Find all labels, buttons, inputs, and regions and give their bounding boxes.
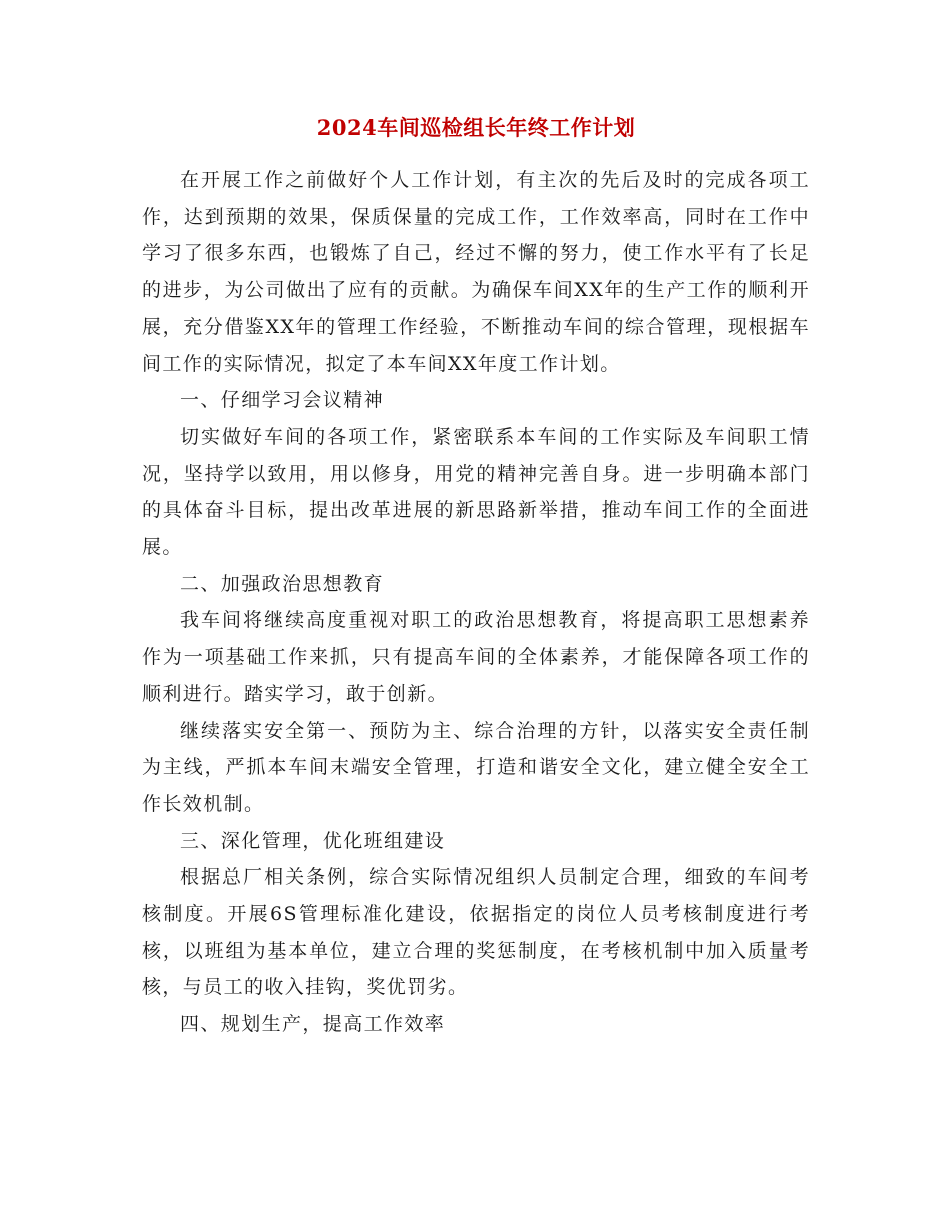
section-heading-1: 一、仔细学习会议精神	[180, 389, 385, 412]
intro-paragraph: 在开展工作之前做好个人工作计划，有主次的先后及时的完成各项工作，达到预期的效果，保质保量的完成工作，工作效率高，同时在工作中学习了很多东西，也锻炼了自己，经过不懈的努力，使工作水平有了长足的进步，为公司做出了应有的贡献。为确保车间XX年的生产工作的顺利开展，充分借鉴XX年的管理工作经验，不断推动车间的综合管理，现根据车间工作的实际情况，拟定了本车间XX年度工作计划。	[142, 169, 810, 375]
document-title: 2024车间巡检组长年终工作计划	[316, 115, 636, 140]
section-heading-2: 二、加强政治思想教育	[180, 572, 385, 595]
section-1-paragraph: 切实做好车间的各项工作，紧密联系本车间的工作实际及车间职工情况，坚持学以致用，用以修身，用党的精神完善自身。进一步明确本部门的具体奋斗目标，提出改革进展的新思路新举措，推动车间工作的全面进展。	[142, 425, 810, 559]
section-2-paragraph: 我车间将继续高度重视对职工的政治思想教育，将提高职工思想素养作为一项基础工作来抓，只有提高车间的全体素养，才能保障各项工作的顺利进行。踏实学习，敢于创新。	[142, 609, 810, 705]
document-page	[142, 112, 810, 1043]
section-3-paragraph: 根据总厂相关条例，综合实际情况组织人员制定合理，细致的车间考核制度。开展6S管理标准化建设，依据指定的岗位人员考核制度进行考核，以班组为基本单位，建立合理的奖惩制度，在考核机制中加入质量考核，与员工的收入挂钩，奖优罚劣。	[142, 866, 810, 999]
section-heading-4: 四、规划生产，提高工作效率	[180, 1013, 446, 1036]
safety-paragraph: 继续落实安全第一、预防为主、综合治理的方针，以落实安全责任制为主线，严抓本车间末端安全管理，打造和谐安全文化，建立健全安全工作长效机制。	[142, 719, 810, 815]
section-heading-3: 三、深化管理，优化班组建设	[180, 829, 446, 852]
